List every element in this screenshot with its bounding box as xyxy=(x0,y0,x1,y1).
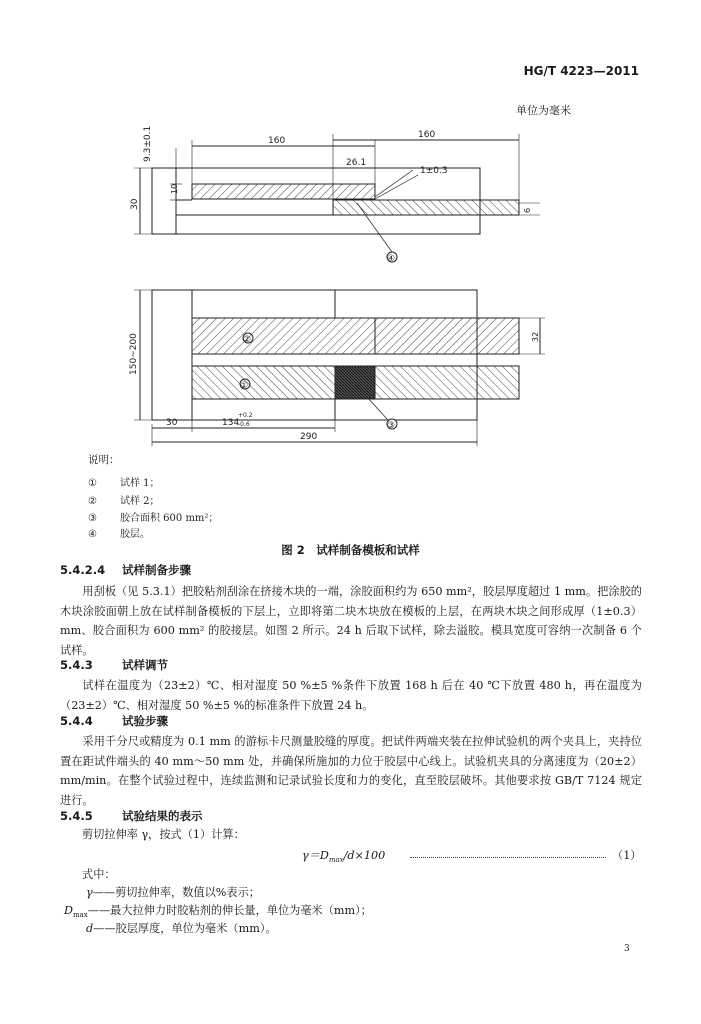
dim-len-right: 160 xyxy=(418,130,436,140)
dim-side: 150~200 xyxy=(129,333,139,375)
section-heading xyxy=(60,657,168,673)
marker-1: ① xyxy=(240,381,249,391)
dim-thick: 6 xyxy=(523,207,532,213)
where-label: 式中： xyxy=(82,868,116,881)
section-title: 试样制备步骤 xyxy=(122,563,191,577)
legend-text: 胶合面积 600 mm²； xyxy=(120,513,219,524)
def-text: ——最大拉伸力时胶粘剂的伸长量，单位为毫米（mm）； xyxy=(87,904,372,917)
paragraph-calc: 剪切拉伸率 γ，按式（1）计算： xyxy=(82,828,245,841)
formula-rhs: /d×100 xyxy=(343,849,386,862)
glue-area xyxy=(335,366,375,399)
paragraph-procedure: 采用千分尺或精度为 0.1 mm 的游标卡尺测量胶缝的厚度。把试件两端夹装在拉伸试验机的两个夹具上，夹持位置在距试件端头的 40 mm～50 mm 处，并确保所施加的力位于胶层中心线上。试验机夹具的分离速度为（20±2）mm/min。在整个试验过程中，连续监测和记录试验长度和力的变化，直至胶层破坏。其他要求按 GB/T 7124 规定进行。 xyxy=(60,735,642,807)
specimen-2 xyxy=(192,318,519,354)
paragraph-preparation: 用刮板（见 5.3.1）把胶粘剂刮涂在挤接木块的一端，涂胶面积约为 650 mm²，胶层厚度超过 1 mm。把涂胶的木块涂胶面朝上放在试样制备模板的下层上，立即将第二块木块放在模板的上层，在两块木块之间形成厚（1±0.3）mm、胶合面积为 600 mm² 的胶接层。如图 2 所示。24 h 后取下试样，除去溢胶。模具宽度可容纳一次制备 6 个试样。 xyxy=(60,585,642,657)
section-title: 试样调节 xyxy=(122,658,168,672)
figure-caption: 图 2 试样制备模板和试样 xyxy=(281,543,420,557)
dim-len-top: 160 xyxy=(268,136,286,146)
formula xyxy=(302,847,385,864)
dim-total: 290 xyxy=(300,432,318,442)
def-symbol: d xyxy=(86,922,94,935)
definition-gamma xyxy=(86,884,260,900)
legend-item xyxy=(88,525,150,540)
plan-view xyxy=(134,290,545,446)
formula-lhs: γ＝D xyxy=(302,849,329,862)
definition-dmax xyxy=(64,902,372,919)
dim-overlap: 26.1 xyxy=(346,158,367,168)
marker-3: ③ xyxy=(387,421,396,431)
def-text: ——剪切拉伸率，数值以%表示； xyxy=(92,886,260,899)
paragraph-conditioning: 试样在温度为（23±2）℃、相对湿度 50 %±5 %条件下放置 168 h 后在 40 ℃下放置 480 h，再在温度为（23±2）℃、相对湿度 50 %±5 %的标准条件下放置 24 h。 xyxy=(60,679,642,712)
dim-inner: 10 xyxy=(170,183,179,194)
dim-left-height: 30 xyxy=(130,198,140,210)
dim-top-left: 9.3±0.1 xyxy=(143,125,153,162)
formula-leader xyxy=(410,848,606,858)
def-text: ——胶层厚度，单位为毫米（mm）。 xyxy=(93,922,277,935)
legend-title: 说明： xyxy=(88,454,120,466)
unit-note: 单位为毫米 xyxy=(516,104,571,117)
page-number: 3 xyxy=(624,944,630,954)
definition-d xyxy=(86,920,277,936)
legend-text: 试样 2； xyxy=(120,496,160,507)
formula-sub: max xyxy=(328,856,344,865)
figure-2-drawing xyxy=(0,0,701,450)
section-title: 试验结果的表示 xyxy=(122,809,203,823)
legend-text: 试样 1； xyxy=(120,478,160,489)
dim-bottom-left: 30 xyxy=(166,418,178,428)
marker-4: ④ xyxy=(387,254,396,264)
legend-num: ① xyxy=(88,478,97,489)
dim-tol-lo: -0.6 xyxy=(238,421,250,428)
standard-number: HG/T 4223—2011 xyxy=(523,64,639,78)
section-number: 5.4.2.4 xyxy=(60,563,106,577)
mould-frame xyxy=(152,290,477,420)
side-view xyxy=(134,134,540,262)
formula-number: （1） xyxy=(612,849,642,862)
def-symbol: γ xyxy=(86,886,93,899)
lower-specimen xyxy=(333,200,519,215)
section-title: 试验步骤 xyxy=(122,714,168,728)
legend-item xyxy=(88,474,160,489)
legend-num: ③ xyxy=(88,513,97,524)
section-number: 5.4.3 xyxy=(60,658,93,672)
legend-num: ② xyxy=(88,496,97,507)
section-heading xyxy=(60,713,168,729)
section-number: 5.4.4 xyxy=(60,714,93,728)
section-heading xyxy=(60,808,203,824)
dim-bottom-mid: 134 xyxy=(222,418,240,428)
dim-width: 32 xyxy=(531,331,540,342)
dim-glue: 1±0.3 xyxy=(420,166,448,176)
def-symbol: D xyxy=(64,904,73,917)
legend-item xyxy=(88,492,160,507)
section-heading xyxy=(60,562,191,578)
section-number: 5.4.5 xyxy=(60,809,93,823)
def-sub: max xyxy=(72,911,88,920)
legend-item xyxy=(88,509,218,524)
marker-2: ② xyxy=(243,335,252,345)
mould-block xyxy=(152,168,176,234)
dim-tol-hi: +0.2 xyxy=(238,412,253,419)
upper-specimen xyxy=(192,184,375,199)
legend-text: 胶层。 xyxy=(120,529,150,540)
legend-num: ④ xyxy=(88,529,97,540)
